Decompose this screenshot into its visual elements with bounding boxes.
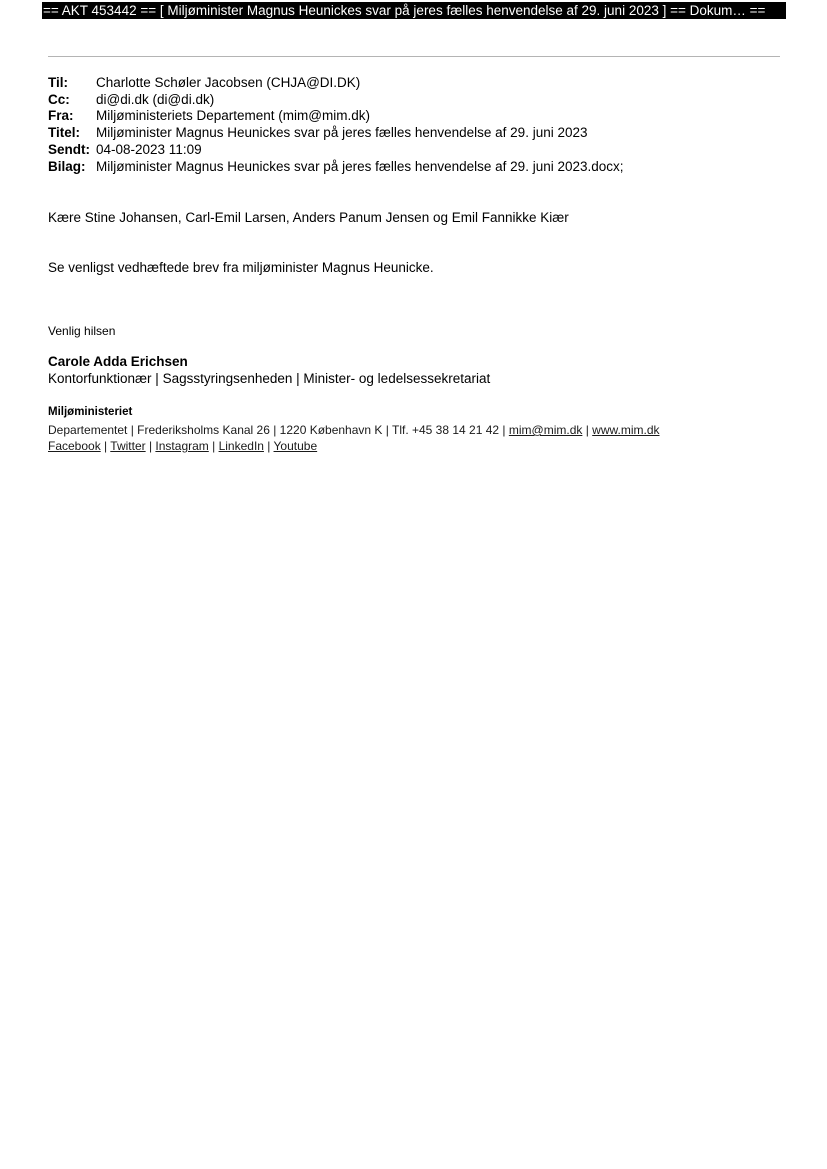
social-separator: | [208, 439, 219, 453]
from-value: Miljøministeriets Departement (mim@mim.dk) [96, 108, 370, 124]
to-label: Til: [48, 75, 68, 90]
to-value: Charlotte Schøler Jacobsen (CHJA@DI.DK) [96, 75, 361, 90]
closing-text: Venlig hilsen [48, 324, 116, 338]
organization-address: Departementet | Frederiksholms Kanal 26 | 1220 København K | Tlf. +45 38 14 21 42 | [48, 423, 509, 437]
attachment-label: Bilag: [48, 158, 86, 174]
social-separator: | [145, 439, 156, 453]
organization-name: Miljøministeriet [48, 406, 133, 418]
link-separator: | [582, 423, 593, 437]
signature-title: Kontorfunktionær | Sagsstyringsenheden | Minister- og ledelsessekretariat [48, 371, 491, 386]
signature-name: Carole Adda Erichsen [48, 354, 188, 369]
header-row-cc [48, 92, 624, 109]
cc-label: Cc: [48, 91, 70, 107]
website-link[interactable]: www.mim.dk [592, 423, 660, 437]
linkedin-link[interactable]: LinkedIn [218, 439, 264, 453]
header-row-sent [48, 142, 624, 159]
attachment-value: Miljøminister Magnus Heunickes svar på jeres fælles henvendelse af 29. juni 2023.docx; [96, 158, 624, 174]
header-row-attachment [48, 159, 624, 176]
social-links [48, 439, 317, 453]
social-separator: | [263, 439, 274, 453]
social-separator: | [100, 439, 111, 453]
greeting-text: Kære Stine Johansen, Carl-Emil Larsen, Anders Panum Jensen og Emil Fannikke Kiær [48, 210, 569, 225]
from-label: Fra: [48, 108, 74, 124]
email-link[interactable]: mim@mim.dk [508, 423, 583, 437]
organization-contact-line [48, 423, 660, 437]
header-divider [48, 56, 780, 57]
twitter-link[interactable]: Twitter [110, 439, 146, 453]
youtube-link[interactable]: Youtube [273, 439, 318, 453]
title-label: Titel: [48, 125, 81, 141]
email-header [48, 75, 624, 175]
message-text: Se venligst vedhæftede brev fra miljøminister Magnus Heunicke. [48, 260, 434, 275]
cc-value: di@di.dk (di@di.dk) [96, 91, 215, 107]
sent-value: 04-08-2023 11:09 [96, 141, 202, 157]
header-row-to [48, 75, 624, 92]
title-value: Miljøminister Magnus Heunickes svar på jeres fælles henvendelse af 29. juni 2023 [96, 125, 588, 141]
facebook-link[interactable]: Facebook [48, 439, 101, 453]
document-banner: == AKT 453442 == [ Miljøminister Magnus Heunickes svar på jeres fælles henvendelse af 29. juni 2023 ] == Dokum… == [42, 2, 786, 19]
header-row-title [48, 125, 624, 142]
instagram-link[interactable]: Instagram [155, 439, 209, 453]
sent-label: Sendt: [48, 141, 90, 157]
header-row-from [48, 108, 624, 125]
